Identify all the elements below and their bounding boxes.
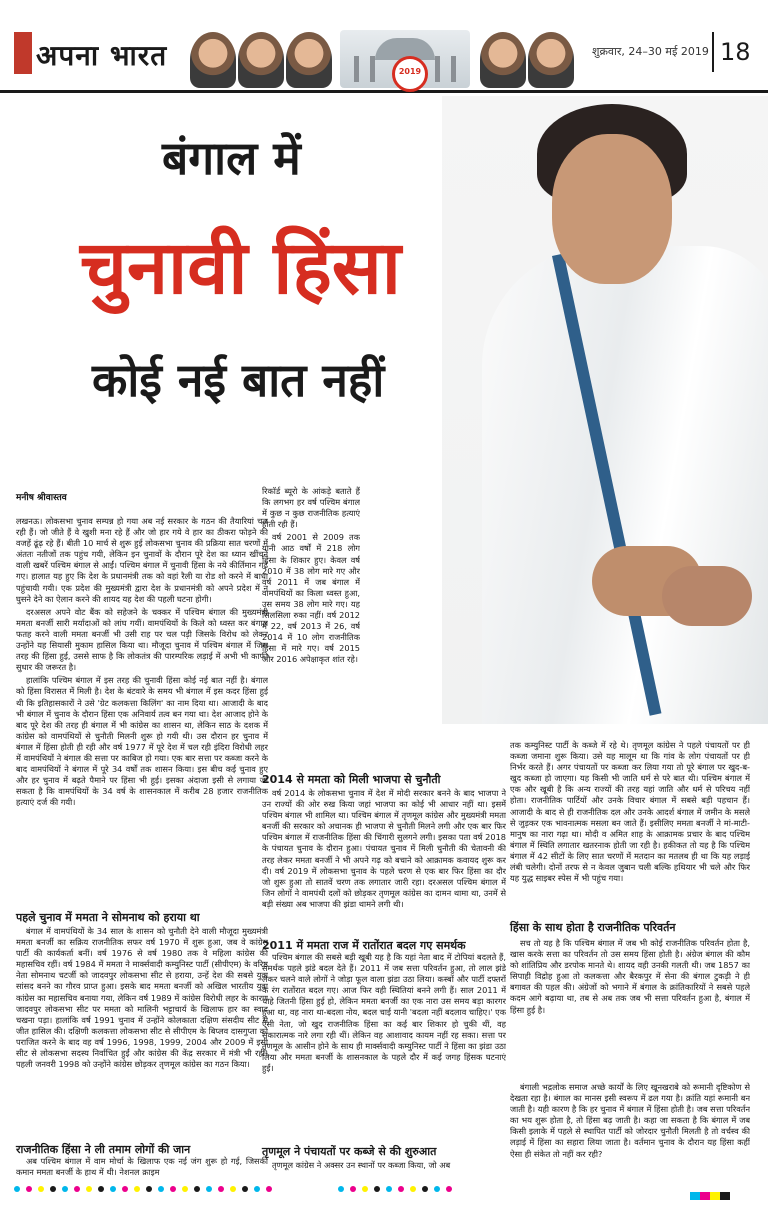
headline-line-3: कोई नई बात नहीं xyxy=(92,353,385,407)
paragraph: बंगाली भद्रलोक समाज अच्छे कार्यों के लिए खूनखराबे को रूमानी दृष्टिकोण से देखता रहा है। बंगाल का मानस इसी स्वरूप में ढल गया है। क्रांति यहां रूमानी बन जाती है। यही कारण है कि हर चुनाव में बंगाल में हिंसा होती है। जब सत्ता परिवर्तन का भय शुरू होता है, तो हिंसा बढ़ जाती है। कहा जा सकता है कि बंगाल में जब किसी इलाके में पहले से स्थापित पार्टी को जोरदार चुनौती मिलती है तो वर्चस्व की लड़ाई में हिंसा का सहारा लिया जाता है। वर्तमान चुनाव के दौरान यह हिंसा कहीं ऐसा ही संकेत तो नहीं कर रही? xyxy=(510,1082,750,1159)
subheading: पहले चुनाव में ममता ने सोमनाथ को हराया था xyxy=(16,911,200,924)
registration-dot xyxy=(434,1186,440,1192)
registration-dot xyxy=(50,1186,56,1192)
masthead xyxy=(0,10,768,93)
registration-dot xyxy=(194,1186,200,1192)
paragraph: पश्चिम बंगाल की सबसे बड़ी खूबी यह है कि यहां नेता बाद में टोपियां बदलते हैं, समर्थक पहले झंडे बदल देते हैं। 2011 में जब सत्ता परिवर्तन हुआ, तो लाल झंडे लेकर चलने वाले लोगों ने जोड़ा फूल वाला झंडा उठा लिया। कस्बों और पार्टी दफ्तरों के रंग रातोंरात बदल गए। आज फिर वही स्थितियां बनने लगी हैं। साल 2011 में चाहे जितनी हिंसा हुई हो, लेकिन ममता बनर्जी का एक नारा उस समय बड़ा कारगर हुआ था, वह नारा था-बदला नोय, बदल चाई यानी 'बदला नहीं बदलाव चाहिए।' एक ऐसी नेता, जो खुद राजनीतिक हिंसा का कई बार शिकार हो चुकी थीं, वह सकारात्मक नारे लगा रही थीं। लेकिन वह आशावाद कायम नहीं रह सका। सत्ता पर तृणमूल के आसीन होने के साथ ही मार्क्सवादी कम्युनिस्ट पार्टी ने हिंसा का झंडा उठा लिया और ममता बनर्जी के शासनकाल के पहले दौर में कई जगह हिंसक घटनाएं हुईं। xyxy=(262,952,506,1073)
hero-saree xyxy=(482,246,768,724)
registration-dot xyxy=(146,1186,152,1192)
leader-photo-4 xyxy=(480,32,526,88)
paragraph: लखनऊ। लोकसभा चुनाव सम्पन्न हो गया अब नई सरकार के गठन की तैयारियां चल रही हैं। जो जीते हैं वे खुशी मना रहे हैं और जो हार गये वे हार का ठीकरा फोड़ने की वजहें ढूंढ़ रहे हैं। बीती 10 मार्च से शुरू हुई लोकसभा चुनाव की प्रक्रिया सात चरणों में अंततः नतीजों तक पहुंच गयी, लेकिन इन चुनावों के दौरान पूरे देश का ध्यान खींचने वाली खबरें पश्चिम बंगाल से आईं। पश्चिम बंगाल में चुनावी हिंसा के नये कीर्तिमान गढ़े गए। हालात यह हुए कि देश के प्रधानमंत्री तक को वहां रैली या रोड शो करने में बाधा पहुंचायी गयी। एक प्रदेश की मुख्यमंत्री द्वारा देश के प्रधानमंत्री को अपने प्रदेश में न घुसने देने का ऐलान करने की शायद यह देश की पहली घटना होगी। xyxy=(16,516,268,604)
article-column-3c xyxy=(262,1160,506,1180)
subheading: 2011 में ममता राज में रातोंरात बदल गए समर्थक xyxy=(262,939,466,952)
article-column-4 xyxy=(510,740,750,898)
subheading: हिंसा के साथ होता है राजनीतिक परिवर्तन xyxy=(510,921,676,934)
article-column-3b xyxy=(262,952,506,1104)
registration-dot xyxy=(86,1186,92,1192)
parliament-column xyxy=(370,56,375,82)
parliament-column xyxy=(451,56,456,82)
divider xyxy=(712,32,714,72)
election-badge-year: 2019 xyxy=(398,67,422,76)
registration-marks-left xyxy=(14,1186,274,1192)
registration-dot xyxy=(242,1186,248,1192)
registration-dot xyxy=(362,1186,368,1192)
article-column-4b xyxy=(510,938,750,1080)
parliament-photo xyxy=(340,30,470,88)
masthead-photo-strip xyxy=(190,26,575,88)
paragraph: बंगाल में वामपंथियों के 34 साल के शासन को चुनौती देने वाली मौजूदा मुख्यमंत्री ममता बनर्जी का सक्रिय राजनीतिक सफर वर्ष 1970 में शुरू हुआ, जब वे कांग्रेस पार्टी की कार्यकर्ता बनीं। वर्ष 1976 से वर्ष 1980 तक वे महिला कांग्रेस की महासचिव रहीं। वर्ष 1984 में ममता ने मार्क्सवादी कम्युनिस्ट पार्टी (सीपीएम) के वरिष्ठ नेता सोमनाथ चटर्जी को जादवपुर लोकसभा सीट से हराया, उन्हें देश की सबसे युवा सांसद बनने का गौरव प्राप्त हुआ। इसके बाद ममता बनर्जी को अखिल भारतीय युवा कांग्रेस का महासचिव बनाया गया, लेकिन वर्ष 1989 में कांग्रेस विरोधी लहर के कारण जादवपुर लोकसभा सीट पर ममता को मालिनी भट्टाचार्य के खिलाफ हार का स्वाद चखना पड़ा। हालांकि वर्ष 1991 चुनाव में उन्होंने कोलकाता दक्षिण संसदीय सीट से जीत हासिल की। दक्षिणी कलकत्ता लोकसभा सीट से सीपीएम के बिप्लव दासगुप्ता को पराजित करने के बाद वह वर्ष 1996, 1998, 1999, 2004 और 2009 में इसी सीट से लोकसभा सदस्य निर्वाचित हुईं और कांग्रेस की केंद्र सरकार में मंत्री भी रहीं। पहली जनवरी 1998 को उन्होंने कांग्रेस छोड़कर तृणमूल कांग्रेस का गठन किया। xyxy=(16,926,268,1070)
hero-photo xyxy=(442,96,768,724)
page-number: 18 xyxy=(720,38,751,66)
registration-dot xyxy=(98,1186,104,1192)
dateline: शुक्रवार, 24–30 मई 2019 xyxy=(592,45,709,58)
leader-photo-3 xyxy=(286,32,332,88)
paragraph: वर्ष 2001 से 2009 तक यानी आठ वर्षों में 218 लोग हिंसा के शिकार हुए। केवल वर्ष 2010 में 38 लोग मारे गए और वर्ष 2011 में जब बंगाल में वामपंथियों का किला ध्वस्त हुआ, उस समय 38 लोग मारे गए। यह सिलसिला रुका नहीं। वर्ष 2012 में 22, वर्ष 2013 में 26, वर्ष 2014 में 10 लोग राजनीतिक हिंसा में मारे गए। वर्ष 2015 और 2016 अपेक्षाकृत शांत रहे। xyxy=(262,532,360,665)
paragraph: अब पश्चिम बंगाल में वाम मोर्चा के खिलाफ एक नई जंग शुरू हो गई, जिसकी कमान ममता बनर्जी के हाथ में थी। नेशनल क्राइम xyxy=(16,1156,268,1178)
registration-dot xyxy=(38,1186,44,1192)
article-column-1b xyxy=(16,926,268,1160)
article-column-4c xyxy=(510,1082,750,1172)
registration-dot xyxy=(266,1186,272,1192)
registration-dot xyxy=(182,1186,188,1192)
parliament-column xyxy=(435,56,440,82)
registration-dot xyxy=(110,1186,116,1192)
parliament-column xyxy=(354,56,359,82)
brand-title: अपना भारत xyxy=(36,39,168,72)
registration-dot xyxy=(422,1186,428,1192)
logo-mark xyxy=(14,32,32,74)
registration-dot xyxy=(218,1186,224,1192)
byline: मनीष श्रीवास्तव xyxy=(16,493,67,503)
registration-dot xyxy=(410,1186,416,1192)
paragraph: रिकॉर्ड ब्यूरो के आंकड़े बताते हैं कि लगभग हर वर्ष पश्चिम बंगाल में कुछ न कुछ राजनीतिक हत्याएं होती रही हैं। xyxy=(262,486,360,530)
registration-dot xyxy=(122,1186,128,1192)
subheading: 2014 से ममता को मिली भाजपा से चुनौती xyxy=(262,773,441,786)
headline-line-1: बंगाल में xyxy=(162,131,301,185)
registration-dot xyxy=(338,1186,344,1192)
registration-marks-right xyxy=(690,1185,750,1193)
registration-dot xyxy=(62,1186,68,1192)
paragraph: सच तो यह है कि पश्चिम बंगाल में जब भी कोई राजनीतिक परिवर्तन होता है, खास करके सत्ता का परिवर्तन तो उस समय हिंसा होती है। अंग्रेज बंगाल की कौम को शांतिप्रिय और डरपोक मानते थे। शायद वही उनकी गलती थी। जब 1857 का सिपाही विद्रोह हुआ तो कलकत्ता और बैरकपुर में सेना की बंगाल टुकड़ी ने ही बगावत की पहल की। अंग्रेजों को भगाने में बंगाल के क्रांतिकारियों ने सबसे पहले कदम आगे बढ़ाया था, तब से अब तक जब भी सत्ता परिवर्तन हुआ है, बंगाल में हिंसा हुई है। xyxy=(510,938,750,1015)
paragraph: दरअसल अपने वोट बैंक को सहेजने के चक्कर में पश्चिम बंगाल की मुख्यमंत्री ममता बनर्जी सारी मर्यादाओं को लांघ गयीं। वामपंथियों के किले को ध्वस्त कर बंगाल फतह करने वाली ममता बनर्जी भी उसी राह पर चल पड़ी जिसके विरोध को लेकर उन्होंने यह सियासी मुकाम हासिल किया था। मौजूदा चुनाव में पश्चिम बंगाल में जिस तरह की हिंसा हुई, उससे साफ है कि लोकतंत्र की पारम्परिक लड़ाई में अभी भी काफी सुधार की जरूरत है। xyxy=(16,606,268,673)
registration-marks-center xyxy=(338,1186,458,1192)
subheading: राजनीतिक हिंसा ने ली तमाम लोगों की जान xyxy=(16,1143,191,1156)
registration-dot xyxy=(206,1186,212,1192)
article-column-1 xyxy=(16,516,268,906)
registration-dot xyxy=(170,1186,176,1192)
article-column-3 xyxy=(262,788,506,942)
paragraph: हालांकि पश्चिम बंगाल में इस तरह की चुनावी हिंसा कोई नई बात नहीं है। बंगाल को हिंसा विरासत में मिली है। देश के बंटवारे के समय भी बंगाल में इस कदर हिंसा हुई थी कि इतिहासकारों ने उसे 'ग्रेट कलकत्ता किलिंग' का नाम दिया था। आजादी के बाद भी बंगाल में चुनाव के दौरान हिंसा एक अनिवार्य तत्व बन गया था। देश आजाद होने के बाद पूरे देश की तरह ही बंगाल में भी कांग्रेस का शासन था, लेकिन साठ के दशक में कांग्रेस को वामपंथियों से चुनौती मिलनी शुरू हो गयी थी। उस दौरान हर चुनाव में बंगाल में हिंसा होती ही रही और वर्ष 1977 में पूरे देश में चल रही इंदिरा विरोधी लहर में वामपंथियों ने बंगाल की सत्ता पर काबिज हो गया। एक बार सत्ता पर कब्जा करने के बाद वामपंथियों ने बंगाल में पूरे 34 वर्षों तक शासन किया। इस बीच कई चुनाव हुए और हर चुनाव में बढ़ते पैमाने पर हिंसा भी हुई। इसका अंदाजा इसी से लगाया जा सकता है कि वामपंथियों के 34 वर्ष के शासनकाल में करीब 28 हजार राजनीतिक हत्याएं दर्ज की गयी। xyxy=(16,675,268,808)
paragraph: तक कम्युनिस्ट पार्टी के कब्जे में रहे थे। तृणमूल कांग्रेस ने पहले पंचायतों पर ही कब्जा जमाना शुरू किया। उसे यह मालूम था कि गांव के लोग पंचायतों पर ही निर्भर करते हैं। अगर पंचायतों पर कब्जा कर लिया गया तो पूरे बंगाल पर खुद-ब-खुद कब्जा हो जाएगा। यह किसी भी जाति धर्म से परे बात थी। पश्चिम बंगाल में एक और खूबी है कि अन्य राज्यों की तरह यहां जाति और धर्म से परिचय नहीं होता। राजनीतिक पार्टियों और उनके विचार बंगाल में सबसे बड़ी पहचान हैं। आजादी के बाद से ही राजनीतिक दल और उनके आदर्श बंगाल में जमीन के मसले से जुड़कर एक भावनात्मक मसला बन जाते हैं। इसीलिए ममता बनर्जी ने मां-माटी-मानुष का नारा गढ़ा था। मोदी व अमित शाह के आक्रामक प्रचार के बाद पश्चिम बंगाल में स्थिति लगातार खतरनाक होती जा रही है। हकीकत तो यह है कि पश्चिम बंगाल में 42 सीटों के लिए सात चरणों में मतदान का मतलब ही था कि यह लड़ाई लंबी चलेगी। दोनों तरफ से न केवल जुबान चली बल्कि हथियार भी चले और फिर यह युद्ध साइबर स्पेस में भी पहुंच गया। xyxy=(510,740,750,884)
paragraph: तृणमूल कांग्रेस ने अक्सर उन स्थानों पर कब्जा किया, जो अब xyxy=(272,1160,451,1170)
registration-dot xyxy=(14,1186,20,1192)
reg-swatch xyxy=(700,1192,710,1200)
registration-dot xyxy=(386,1186,392,1192)
leader-photo-2 xyxy=(238,32,284,88)
article-column-1c xyxy=(16,1156,268,1178)
headline-line-2: चुनावी हिंसा xyxy=(80,225,401,311)
registration-dot xyxy=(254,1186,260,1192)
hero-hand xyxy=(662,566,752,626)
leader-photo-5 xyxy=(528,32,574,88)
registration-dot xyxy=(158,1186,164,1192)
subheading: तृणमूल ने पंचायतों पर कब्जे से की शुरुआत xyxy=(262,1145,437,1158)
registration-dot xyxy=(446,1186,452,1192)
reg-swatch xyxy=(710,1192,720,1200)
registration-dot xyxy=(230,1186,236,1192)
registration-dot xyxy=(374,1186,380,1192)
hero-face xyxy=(552,134,672,284)
registration-dot xyxy=(134,1186,140,1192)
article-column-2 xyxy=(262,486,360,742)
registration-dot xyxy=(74,1186,80,1192)
paragraph: वर्ष 2014 के लोकसभा चुनाव में देश में मोदी सरकार बनने के बाद भाजपा ने उन राज्यों की ओर रुख किया जहां भाजपा का कोई भी आधार नहीं था। इसमें पश्चिम बंगाल भी शामिल था। पश्चिम बंगाल में तृणमूल कांग्रेस और मुख्यमंत्री ममता बनर्जी की सरकार को अचानक ही भाजपा से चुनौती मिलने लगी और एक बार फिर पश्चिम बंगाल में राजनीतिक हिंसा की चिंगारी सुलगने लगी। इसका पता वर्ष 2018 के पंचायत चुनाव के दौरान हुआ। पंचायत चुनाव में मिली चुनौती की चेतावनी की तरह लेकर ममता बनर्जी ने भी अपने गढ़ को बचाने को आक्रामक कवायद शुरू कर दी। वर्ष 2019 में लोकसभा चुनाव के पहले चरण से एक बार फिर हिंसा का दौर जो शुरू हुआ तो सातवें चरण तक लगातार जारी रहा। दरअसल पश्चिम बंगाल में जिन लोगों ने वामपंथी दलों को छोड़कर तृणमूल कांग्रेस का दामन थामा था, उनमें से बड़ी संख्या अब भाजपा की झंडा थामने लगी थी। xyxy=(262,788,506,909)
reg-swatch xyxy=(720,1192,730,1200)
reg-swatch xyxy=(690,1192,700,1200)
registration-dot xyxy=(398,1186,404,1192)
registration-dot xyxy=(350,1186,356,1192)
leader-photo-1 xyxy=(190,32,236,88)
election-badge xyxy=(392,56,428,92)
registration-dot xyxy=(26,1186,32,1192)
